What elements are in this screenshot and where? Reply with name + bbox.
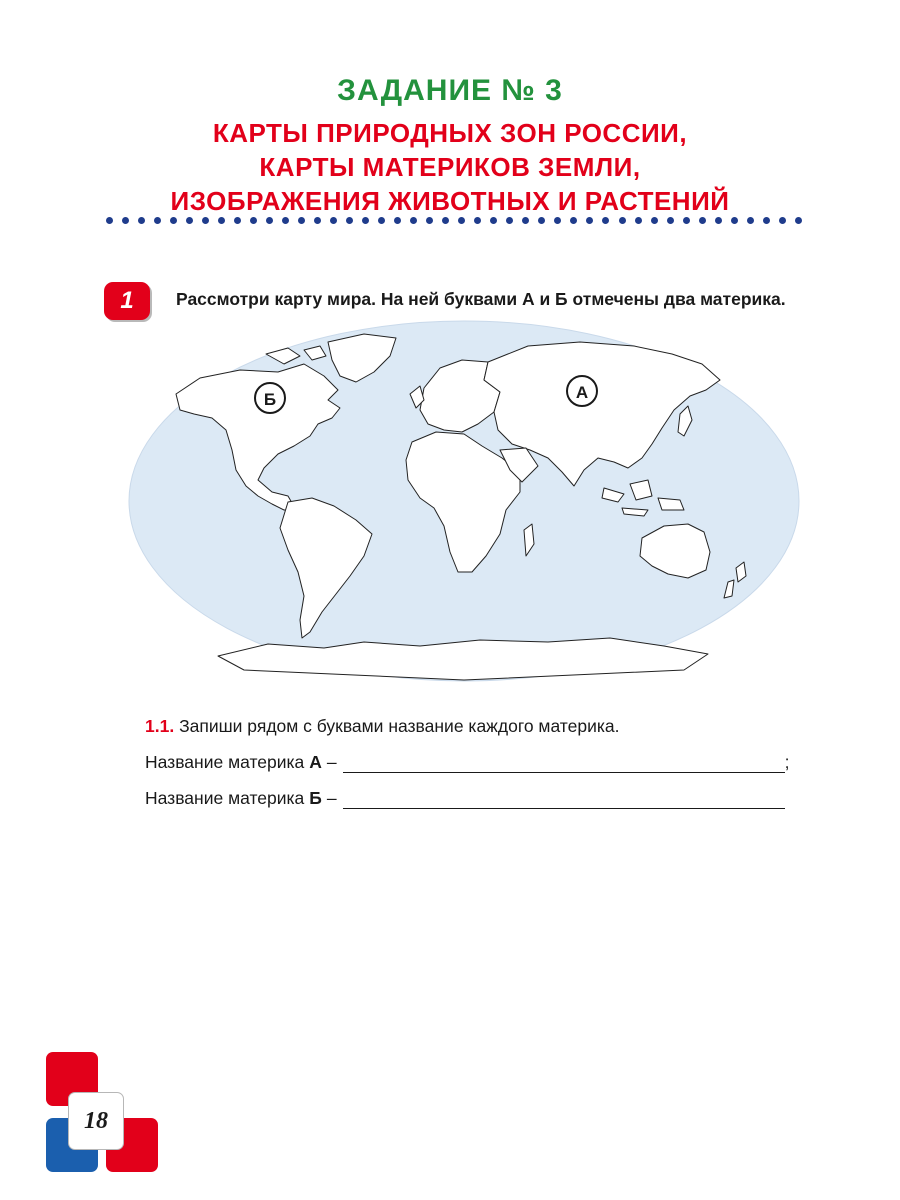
divider-dot: [538, 217, 545, 224]
divider-dot: [106, 217, 113, 224]
map-marker-a: [567, 376, 597, 406]
divider-dot: [346, 217, 353, 224]
divider-dot: [506, 217, 513, 224]
divider-dot: [667, 217, 674, 224]
divider-dot: [731, 217, 738, 224]
map-marker-b: [255, 383, 285, 413]
question-number-badge: 1: [104, 282, 150, 320]
divider-dot: [330, 217, 337, 224]
divider-dot: [570, 217, 577, 224]
subtitle-line: ИЗОБРАЖЕНИЯ ЖИВОТНЫХ И РАСТЕНИЙ: [170, 186, 730, 216]
divider-dot: [554, 217, 561, 224]
answer-dash: –: [326, 752, 337, 772]
page-number: 18: [68, 1092, 124, 1150]
answer-line-b[interactable]: [343, 790, 785, 809]
divider-dot: [234, 217, 241, 224]
subquestion-text: Запиши рядом с буквами название каждого материка.: [179, 716, 620, 736]
question-text: Рассмотри карту мира. На ней буквами А и Б отмечены два материка.: [176, 289, 786, 309]
page-number-block: [46, 1052, 158, 1176]
answer-label: Название материка: [145, 788, 305, 808]
subtitle-line: КАРТЫ МАТЕРИКОВ ЗЕМЛИ,: [259, 152, 641, 182]
divider-dot: [138, 217, 145, 224]
divider-dot: [266, 217, 273, 224]
divider-dot: [795, 217, 802, 224]
divider-dot: [314, 217, 321, 224]
subquestion: [145, 716, 620, 737]
answer-line-a[interactable]: [343, 754, 785, 773]
divider-dot: [699, 217, 706, 224]
divider-dot: [282, 217, 289, 224]
divider-dot: [458, 217, 465, 224]
divider-dot: [218, 217, 225, 224]
divider-dot: [426, 217, 433, 224]
marker-label-a: А: [575, 383, 589, 402]
answer-row-b: [145, 788, 785, 809]
divider-dot: [250, 217, 257, 224]
divider-dot: [779, 217, 786, 224]
divider-dot: [763, 217, 770, 224]
answer-dash: –: [326, 788, 337, 808]
divider-dot: [602, 217, 609, 224]
divider-dot: [651, 217, 658, 224]
answer-letter: Б: [309, 788, 322, 808]
divider-dot: [490, 217, 497, 224]
task-title: ЗАДАНИЕ № 3: [337, 74, 563, 107]
divider-dot: [635, 217, 642, 224]
answer-label: Название материка: [145, 752, 305, 772]
divider-dot: [202, 217, 209, 224]
divider-dot: [442, 217, 449, 224]
divider-dot: [394, 217, 401, 224]
marker-label-b: Б: [263, 390, 277, 409]
divider-dot: [683, 217, 690, 224]
dotted-divider: [106, 217, 802, 225]
divider-dot: [154, 217, 161, 224]
divider-dot: [715, 217, 722, 224]
divider-dot: [522, 217, 529, 224]
answer-end: ;: [784, 752, 790, 772]
divider-dot: [410, 217, 417, 224]
subquestion-number: 1.1.: [145, 716, 175, 736]
divider-dot: [362, 217, 369, 224]
divider-dot: [186, 217, 193, 224]
divider-dot: [122, 217, 129, 224]
divider-dot: [619, 217, 626, 224]
divider-dot: [298, 217, 305, 224]
divider-dot: [586, 217, 593, 224]
task-subtitle: [0, 116, 900, 218]
divider-dot: [170, 217, 177, 224]
subtitle-line: КАРТЫ ПРИРОДНЫХ ЗОН РОССИИ,: [212, 118, 688, 148]
divider-dot: [747, 217, 754, 224]
world-map: [128, 320, 800, 682]
divider-dot: [378, 217, 385, 224]
answer-row-a: [145, 752, 790, 773]
divider-dot: [474, 217, 481, 224]
answer-letter: А: [309, 752, 322, 772]
